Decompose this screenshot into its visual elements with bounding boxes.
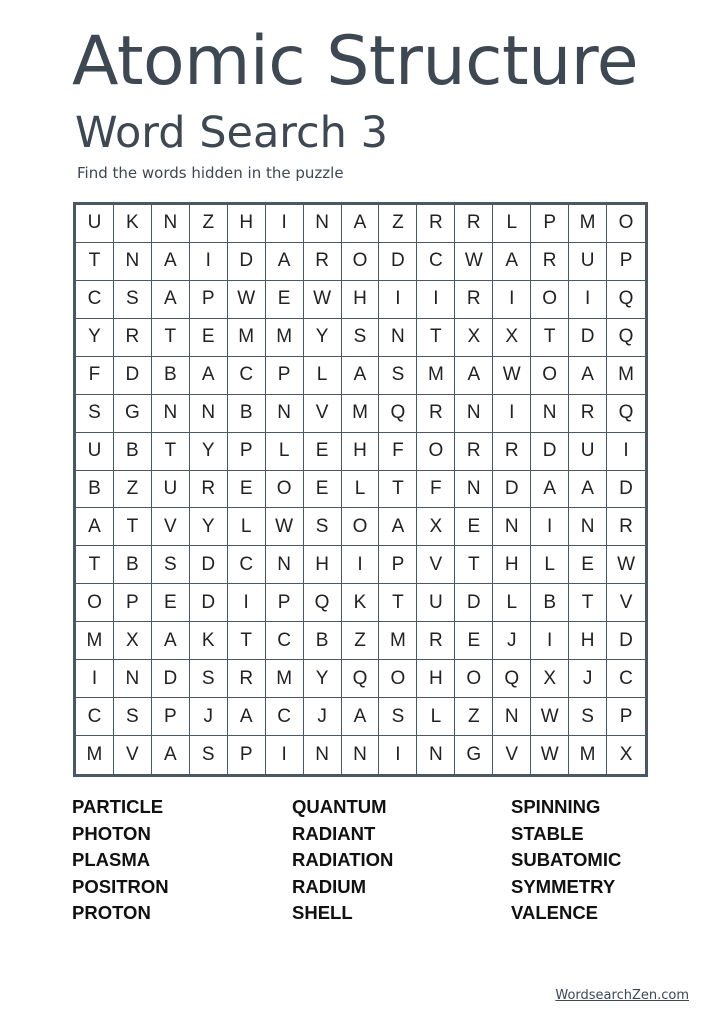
grid-cell[interactable]: U	[76, 433, 114, 471]
grid-cell[interactable]: L	[304, 357, 342, 395]
grid-cell[interactable]: Y	[304, 319, 342, 357]
grid-cell[interactable]: D	[493, 471, 531, 509]
grid-cell[interactable]: F	[379, 433, 417, 471]
grid-cell[interactable]: B	[76, 471, 114, 509]
grid-cell[interactable]: N	[114, 660, 152, 698]
grid-cell[interactable]: I	[342, 546, 380, 584]
grid-cell[interactable]: M	[266, 319, 304, 357]
grid-cell[interactable]: S	[190, 660, 228, 698]
word-list-item: STABLE	[511, 822, 584, 844]
grid-cell[interactable]: G	[455, 736, 493, 774]
grid-cell[interactable]: X	[619, 744, 633, 766]
grid-cell[interactable]: E	[455, 508, 493, 546]
grid-cell[interactable]: D	[455, 584, 493, 622]
grid-cell[interactable]: O	[417, 433, 455, 471]
grid-cell[interactable]: O	[531, 357, 569, 395]
grid-cell[interactable]: A	[569, 357, 607, 395]
grid-cell[interactable]: R	[493, 433, 531, 471]
grid-cell[interactable]: B	[304, 622, 342, 660]
grid-cell[interactable]: P	[190, 281, 228, 319]
grid-cell[interactable]: A	[190, 357, 228, 395]
grid-cell[interactable]: V	[493, 736, 531, 774]
grid-cell[interactable]: Z	[342, 622, 380, 660]
grid-cell[interactable]: J	[304, 698, 342, 736]
grid-cell[interactable]: V	[304, 395, 342, 433]
grid-cell[interactable]: A	[455, 357, 493, 395]
grid-cell[interactable]: P	[266, 584, 304, 622]
grid-cell[interactable]: A	[531, 471, 569, 509]
word-list-item: RADIANT	[292, 822, 376, 844]
grid-cell[interactable]: L	[531, 546, 569, 584]
grid-cell[interactable]: N	[493, 508, 531, 546]
grid-cell[interactable]: I	[493, 395, 531, 433]
grid-cell[interactable]: O	[379, 660, 417, 698]
word-list-item: VALENCE	[511, 902, 599, 924]
grid-cell[interactable]: E	[266, 281, 304, 319]
grid-cell[interactable]: M	[379, 622, 417, 660]
word-list-item: RADIATION	[292, 849, 394, 871]
page-subtitle-title: Word Search 3	[75, 108, 388, 158]
grid-cell[interactable]: N	[304, 736, 342, 774]
grid-cell[interactable]: P	[152, 698, 190, 736]
grid-cell[interactable]: C	[76, 698, 114, 736]
grid-cell[interactable]: R	[455, 205, 493, 243]
grid-cell[interactable]: N	[190, 395, 228, 433]
grid-cell[interactable]: R	[455, 433, 493, 471]
grid-cell[interactable]: V	[152, 508, 190, 546]
grid-cell[interactable]: S	[190, 736, 228, 774]
grid-cell[interactable]: I	[379, 281, 417, 319]
grid-cell[interactable]: Z	[455, 698, 493, 736]
grid-cell[interactable]: Z	[379, 205, 417, 243]
grid-cell[interactable]: A	[76, 508, 114, 546]
grid-cell[interactable]: I	[493, 281, 531, 319]
grid-cell[interactable]: I	[266, 736, 304, 774]
grid-cell[interactable]: N	[266, 395, 304, 433]
grid-cell[interactable]: I	[379, 736, 417, 774]
grid-cell[interactable]: S	[114, 698, 152, 736]
grid-cell[interactable]: Y	[190, 433, 228, 471]
word-list-item: RADIUM	[292, 875, 366, 897]
grid-cell[interactable]: C	[266, 622, 304, 660]
grid-cell[interactable]: Q	[493, 660, 531, 698]
word-list-item: SPINNING	[511, 796, 601, 817]
grid-cell[interactable]: C	[76, 281, 114, 319]
grid-cell[interactable]: H	[304, 546, 342, 584]
grid-cell[interactable]: W	[304, 281, 342, 319]
grid-cell[interactable]: T	[76, 243, 114, 281]
grid-cell[interactable]: M	[342, 395, 380, 433]
grid-cell[interactable]: E	[190, 319, 228, 357]
grid-cell[interactable]: A	[569, 471, 607, 509]
grid-cell[interactable]: N	[152, 395, 190, 433]
grid-cell[interactable]: L	[493, 584, 531, 622]
grid-cell[interactable]: L	[342, 471, 380, 509]
grid-cell[interactable]: B	[114, 433, 152, 471]
word-list-item: PHOTON	[72, 822, 151, 844]
grid-cell[interactable]: S	[379, 698, 417, 736]
grid-cell[interactable]: E	[455, 622, 493, 660]
grid-cell[interactable]: S	[76, 395, 114, 433]
grid-cell[interactable]: E	[304, 433, 342, 471]
grid-cell[interactable]: V	[607, 584, 645, 622]
grid-cell[interactable]: J	[190, 698, 228, 736]
grid-cell[interactable]: C	[266, 698, 304, 736]
grid-cell[interactable]: S	[152, 546, 190, 584]
grid-cell[interactable]: H	[417, 660, 455, 698]
grid-cell[interactable]: T	[114, 508, 152, 546]
grid-cell[interactable]: I	[607, 433, 645, 471]
grid-cell[interactable]: R	[228, 660, 266, 698]
grid-cell[interactable]: F	[417, 471, 455, 509]
grid-cell[interactable]: N	[152, 205, 190, 243]
grid-cell[interactable]: R	[607, 508, 645, 546]
word-list-item: POSITRON	[72, 875, 169, 897]
grid-cell[interactable]: B	[152, 357, 190, 395]
grid-cell[interactable]: N	[569, 508, 607, 546]
grid-cell[interactable]: X	[493, 319, 531, 357]
grid-cell[interactable]: E	[304, 471, 342, 509]
grid-cell[interactable]: U	[76, 205, 114, 243]
grid-cell[interactable]: Q	[379, 395, 417, 433]
grid-cell[interactable]: E	[228, 471, 266, 509]
grid-cell[interactable]: P	[228, 433, 266, 471]
grid-cell[interactable]: D	[152, 660, 190, 698]
grid-cell[interactable]: N	[531, 395, 569, 433]
grid-cell[interactable]: G	[114, 395, 152, 433]
grid-cell[interactable]: T	[569, 584, 607, 622]
grid-cell[interactable]: P	[531, 205, 569, 243]
grid-cell[interactable]: V	[417, 546, 455, 584]
grid-cell[interactable]: N	[114, 243, 152, 281]
grid-cell[interactable]: N	[455, 471, 493, 509]
word-list-item: SYMMETRY	[511, 875, 616, 897]
grid-cell[interactable]: N	[417, 736, 455, 774]
grid-cell[interactable]: K	[114, 205, 152, 243]
grid-cell[interactable]: Y	[76, 319, 114, 357]
grid-cell[interactable]: X	[455, 319, 493, 357]
grid-cell[interactable]: A	[493, 243, 531, 281]
grid-cell[interactable]: D	[607, 471, 645, 509]
grid-cell[interactable]: A	[152, 622, 190, 660]
grid-cell[interactable]: O	[531, 281, 569, 319]
grid-cell[interactable]: T	[531, 319, 569, 357]
grid-cell[interactable]: N	[266, 546, 304, 584]
word-list-item: SUBATOMIC	[511, 849, 622, 871]
grid-cell[interactable]: O	[455, 660, 493, 698]
grid-cell[interactable]: R	[569, 395, 607, 433]
grid-cell[interactable]: B	[114, 546, 152, 584]
grid-cell[interactable]: T	[379, 471, 417, 509]
grid-cell[interactable]: R	[190, 471, 228, 509]
grid-cell[interactable]: M	[607, 357, 645, 395]
grid-cell[interactable]: C	[228, 357, 266, 395]
grid-cell[interactable]: J	[493, 622, 531, 660]
grid-cell[interactable]: H	[569, 622, 607, 660]
grid-cell[interactable]: R	[417, 205, 455, 243]
grid-cell[interactable]: D	[531, 433, 569, 471]
grid-cell[interactable]: M	[76, 736, 114, 774]
grid-cell[interactable]: L	[266, 433, 304, 471]
grid-cell[interactable]: R	[114, 319, 152, 357]
grid-cell[interactable]: P	[228, 736, 266, 774]
grid-cell[interactable]: I	[417, 281, 455, 319]
grid-cell[interactable]: T	[379, 584, 417, 622]
grid-cell[interactable]: C	[228, 546, 266, 584]
grid-cell[interactable]: I	[569, 281, 607, 319]
grid-cell[interactable]: S	[379, 357, 417, 395]
grid-cell[interactable]: V	[114, 736, 152, 774]
grid-cell[interactable]: M	[569, 205, 607, 243]
grid-cell[interactable]: Q	[607, 395, 645, 433]
grid-cell[interactable]: D	[569, 319, 607, 357]
grid-cell[interactable]: R	[304, 243, 342, 281]
grid-cell[interactable]: T	[228, 622, 266, 660]
grid-cell[interactable]: N	[455, 395, 493, 433]
grid-cell[interactable]: U	[152, 471, 190, 509]
grid-cell[interactable]: C	[607, 660, 645, 698]
word-list-item: SHELL	[292, 902, 353, 924]
grid-cell[interactable]: A	[228, 698, 266, 736]
grid-cell[interactable]: D	[190, 584, 228, 622]
grid-cell[interactable]: U	[417, 584, 455, 622]
grid-cell[interactable]: T	[76, 546, 114, 584]
grid-cell[interactable]: W	[531, 736, 569, 774]
grid-cell[interactable]: H	[493, 546, 531, 584]
grid-cell[interactable]: A	[342, 357, 380, 395]
grid-cell[interactable]: R	[417, 395, 455, 433]
grid-cell[interactable]: P	[607, 243, 645, 281]
grid-cell[interactable]: S	[114, 281, 152, 319]
grid-cell[interactable]: H	[342, 433, 380, 471]
grid-cell[interactable]: M	[417, 357, 455, 395]
instructions-text: Find the words hidden in the puzzle	[77, 164, 344, 182]
grid-cell[interactable]: L	[417, 698, 455, 736]
grid-cell[interactable]: Q	[607, 281, 645, 319]
grid-cell[interactable]: A	[342, 698, 380, 736]
grid-cell[interactable]: S	[569, 698, 607, 736]
grid-cell[interactable]: H	[342, 281, 380, 319]
grid-cell[interactable]: K	[190, 622, 228, 660]
grid-cell[interactable]: E	[569, 546, 607, 584]
grid-cell[interactable]: O	[342, 508, 380, 546]
grid-cell[interactable]: N	[304, 205, 342, 243]
grid-cell[interactable]: I	[531, 622, 569, 660]
grid-cell[interactable]: I	[190, 243, 228, 281]
grid-cell[interactable]: I	[531, 508, 569, 546]
grid-cell[interactable]: Z	[190, 205, 228, 243]
grid-cell[interactable]: P	[114, 584, 152, 622]
grid-cell[interactable]: P	[607, 698, 645, 736]
grid-cell[interactable]: N	[493, 698, 531, 736]
grid-cell[interactable]: W	[531, 698, 569, 736]
website-link[interactable]: WordsearchZen.com	[555, 988, 689, 1003]
word-list	[72, 794, 672, 934]
grid-cell[interactable]: Q	[304, 584, 342, 622]
grid-cell[interactable]: R	[455, 281, 493, 319]
word-list-column	[72, 794, 169, 927]
grid-cell[interactable]: H	[228, 205, 266, 243]
grid-cell[interactable]: A	[342, 205, 380, 243]
grid-cell[interactable]: J	[569, 660, 607, 698]
grid-cell[interactable]: A	[266, 243, 304, 281]
grid-cell[interactable]: T	[417, 319, 455, 357]
grid-cell[interactable]: D	[379, 243, 417, 281]
word-list-column	[511, 794, 621, 927]
grid-cell[interactable]: L	[228, 508, 266, 546]
grid-cell[interactable]: M	[228, 319, 266, 357]
word-list-item: PROTON	[72, 902, 151, 924]
grid-cell[interactable]: P	[379, 546, 417, 584]
grid-cell[interactable]: R	[531, 243, 569, 281]
grid-cell[interactable]: E	[152, 584, 190, 622]
grid-cell[interactable]: I	[228, 584, 266, 622]
grid-cell[interactable]: W	[493, 357, 531, 395]
word-list-item: PLASMA	[72, 849, 151, 871]
grid-cell[interactable]: A	[152, 281, 190, 319]
grid-cell[interactable]: I	[76, 660, 114, 698]
grid-cell[interactable]: K	[342, 584, 380, 622]
grid-cell[interactable]: C	[417, 243, 455, 281]
grid-cell[interactable]: W	[455, 243, 493, 281]
grid-cell[interactable]: D	[228, 243, 266, 281]
grid-cell[interactable]: D	[114, 357, 152, 395]
page-title: Atomic Structure	[72, 22, 639, 101]
grid-cell[interactable]: I	[266, 205, 304, 243]
grid-cell[interactable]: U	[569, 433, 607, 471]
grid-cell[interactable]: F	[76, 357, 114, 395]
grid-cell[interactable]: R	[417, 622, 455, 660]
grid-cell[interactable]: N	[342, 736, 380, 774]
grid-cell[interactable]: B	[228, 395, 266, 433]
grid-cell[interactable]: W	[607, 546, 645, 584]
word-list-item: PARTICLE	[72, 796, 164, 817]
grid-cell[interactable]: N	[379, 319, 417, 357]
grid-cell[interactable]: W	[228, 281, 266, 319]
word-list-column	[292, 794, 393, 927]
grid-cell[interactable]: T	[152, 433, 190, 471]
grid-cell[interactable]: W	[266, 508, 304, 546]
grid-cell[interactable]: A	[152, 736, 190, 774]
grid-cell[interactable]: P	[266, 357, 304, 395]
word-list-item: QUANTUM	[292, 796, 387, 817]
grid-cell[interactable]: Y	[190, 508, 228, 546]
grid-cell[interactable]: M	[266, 660, 304, 698]
letter-grid	[73, 202, 648, 777]
grid-cell[interactable]: X	[531, 660, 569, 698]
grid-cell[interactable]: O	[342, 243, 380, 281]
grid-cell[interactable]: O	[76, 584, 114, 622]
grid-cell[interactable]: S	[304, 508, 342, 546]
grid-cell[interactable]: L	[493, 205, 531, 243]
grid-cell[interactable]: D	[190, 546, 228, 584]
grid-cell[interactable]: A	[379, 508, 417, 546]
grid-cell[interactable]: Y	[304, 660, 342, 698]
grid-cell[interactable]: O	[607, 205, 645, 243]
grid-cell[interactable]: M	[76, 622, 114, 660]
grid-cell[interactable]: Q	[607, 319, 645, 357]
grid-cell[interactable]: B	[531, 584, 569, 622]
grid-cell[interactable]: U	[569, 243, 607, 281]
grid-cell[interactable]: M	[569, 736, 607, 774]
grid-cell[interactable]: X	[114, 622, 152, 660]
grid-cell[interactable]: Q	[342, 660, 380, 698]
grid-cell[interactable]: X	[417, 508, 455, 546]
grid-cell[interactable]: D	[607, 622, 645, 660]
grid-cell[interactable]: O	[266, 471, 304, 509]
grid-cell[interactable]: T	[152, 319, 190, 357]
grid-cell[interactable]: A	[152, 243, 190, 281]
grid-cell[interactable]: S	[342, 319, 380, 357]
grid-cell[interactable]: Z	[114, 471, 152, 509]
grid-cell[interactable]: T	[455, 546, 493, 584]
